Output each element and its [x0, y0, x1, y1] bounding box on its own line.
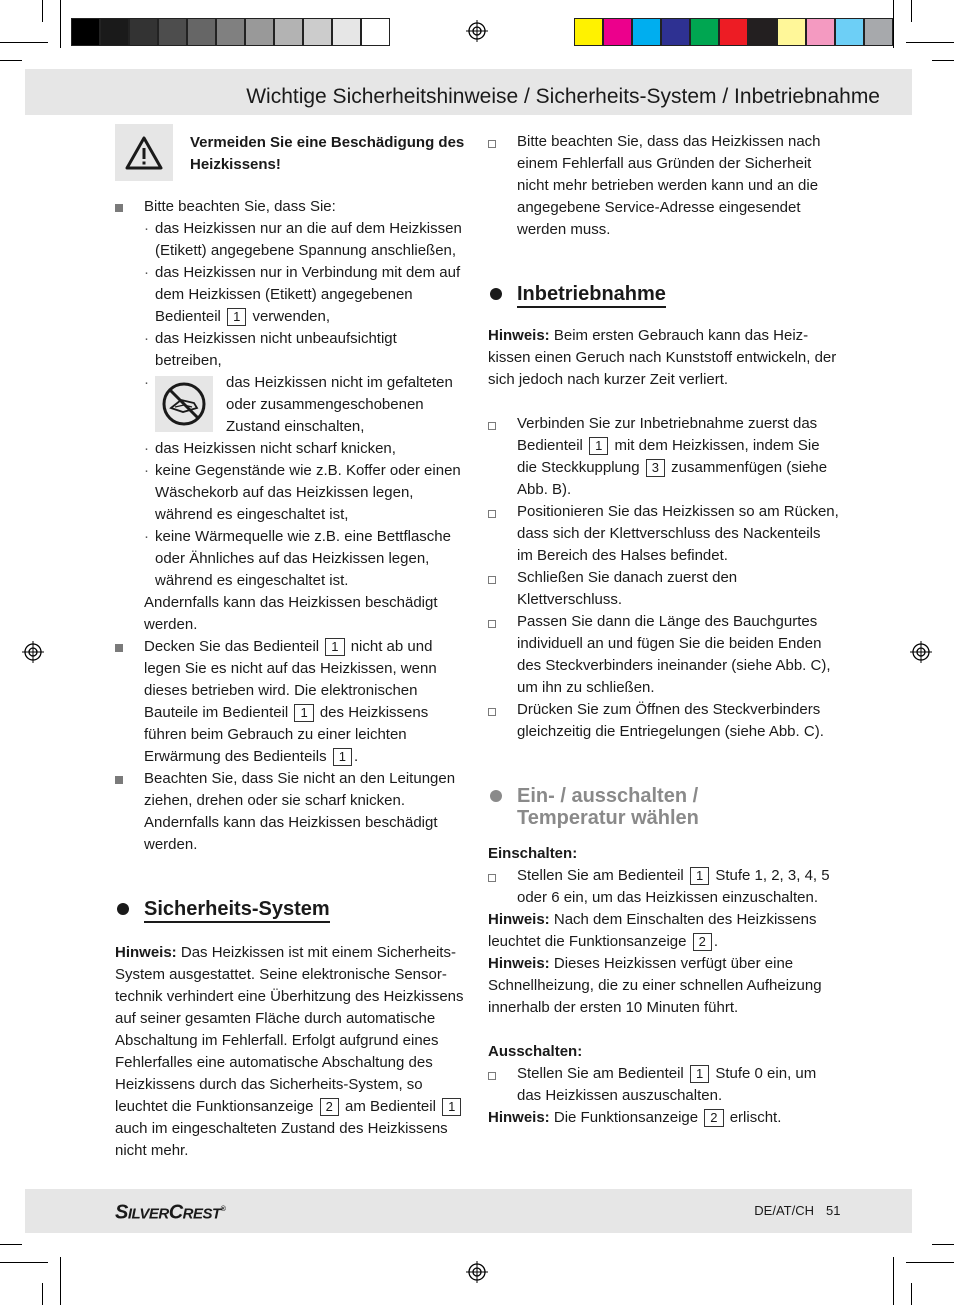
sub-item: · das Heizkissen nur an die auf dem Heizkissen (Etikett) angegebene Spannung anschließen,: [144, 220, 462, 259]
paragraph: Hinweis: Die Funktionsanzeige 2 erlischt.: [488, 1109, 782, 1126]
paragraph: Hinweis: Nach dem Einschalten des Heizkissens leuchtet die Funktionsanzeige 2 .: [488, 911, 817, 950]
list-item: [488, 567, 840, 611]
part-ref-1: 1: [227, 308, 246, 326]
subheading-einschalten: Einschalten:: [488, 845, 578, 862]
sub-item-text: verwenden,: [252, 308, 331, 325]
color-swatch: [748, 18, 777, 46]
bullet-marker: [115, 644, 123, 652]
part-ref-1: 1: [333, 748, 352, 766]
paragraph: Drücken Sie zum Öffnen des Steckverbinders gleichzeitig die Entriegelungen (siehe Abb. C).: [517, 701, 824, 740]
silvercrest-logo: SILVERCREST®: [115, 1201, 226, 1224]
part-ref-3: 3: [646, 459, 665, 477]
page-number: 51: [826, 1203, 841, 1218]
section-heading-onoff: Ein- / ausschalten / Temperatur wählen: [488, 785, 840, 829]
color-swatch: [361, 18, 390, 46]
crop-mark: [911, 0, 912, 22]
bullet-dot-icon: [490, 288, 502, 300]
part-ref-2: 2: [320, 1098, 339, 1116]
paragraph: Hinweis: Beim ersten Gebrauch kann das Heiz-kissen einen Geruch nach Kunststoff entwickeln, der sich jedoch nach kurzer Zeit verliert.: [488, 327, 837, 388]
paragraph: Beachten Sie, dass Sie nicht an den Leitungen ziehen, drehen oder sie scharf knicken. Andernfalls kann das Heizkissen beschädigt werden.: [144, 770, 456, 853]
paragraph: Hinweis: Dieses Heizkissen verfügt über eine Schnellheizung, die zu einer schnellen Aufheizung innerhalb der ersten 10 Minuten führt.: [488, 955, 822, 1016]
checkbox-marker: [488, 620, 496, 628]
bullet-list-item: [115, 768, 467, 856]
registration-mark-icon: [466, 1261, 488, 1283]
part-ref-2: 2: [693, 933, 712, 951]
color-swatch: [603, 18, 632, 46]
color-swatch: [71, 18, 100, 46]
part-ref-1: 1: [294, 704, 313, 722]
crop-mark: [42, 1283, 43, 1305]
crop-mark: [893, 0, 894, 48]
color-swatch: [216, 18, 245, 46]
crop-mark: [932, 1244, 954, 1245]
sub-item: · das Heizkissen nicht scharf knicken,: [144, 440, 396, 457]
right-column: [488, 131, 840, 1129]
grey-colorbar: [71, 18, 390, 46]
list-item: [488, 699, 840, 743]
list-item: [488, 611, 840, 699]
list-item: [488, 501, 840, 567]
color-swatch: [158, 18, 187, 46]
bullet-dot-icon: [117, 903, 129, 915]
color-swatch: [129, 18, 158, 46]
crop-mark: [42, 0, 43, 22]
left-column: [115, 120, 467, 1162]
sub-item-text: keine Gegenstände wie z.B. Koffer oder einen Wäschekorb auf das Heizkissen legen, während es eingeschaltet ist,: [155, 462, 461, 523]
part-ref-1: 1: [690, 867, 709, 885]
paragraph: Verbinden Sie zur Inbetriebnahme zuerst das Bedienteil 1 mit dem Heizkissen, indem Sie die Steckkupplung 3 zusammenfügen (siehe Abb. B).: [517, 415, 828, 498]
warning-triangle-icon: [115, 124, 173, 181]
bullet-marker: [115, 204, 123, 212]
crop-mark: [0, 60, 22, 61]
warning-text: Vermeiden Sie eine Beschädigung des Heizkissens!: [190, 134, 465, 173]
intro-text: Bitte beachten Sie, dass Sie:: [144, 198, 336, 215]
part-ref-1: 1: [589, 437, 608, 455]
sub-item-text: das Heizkissen nur an die auf dem Heizkissen (Etikett) angegebene Spannung anschließen,: [155, 220, 462, 259]
part-ref-2: 2: [704, 1109, 723, 1127]
crop-mark: [60, 1257, 61, 1305]
crop-mark: [0, 42, 48, 43]
region-label: DE/AT/CH: [754, 1203, 814, 1218]
section-heading-inbetriebnahme: Inbetriebnahme: [488, 283, 840, 305]
sub-item-text: das Heizkissen nicht im gefalteten oder zusammengeschobenen Zustand einschalten,: [226, 374, 453, 435]
color-swatch: [574, 18, 603, 46]
list-item: [488, 865, 840, 909]
color-swatch: [661, 18, 690, 46]
color-swatch: [835, 18, 864, 46]
warning-box: [115, 120, 467, 182]
paragraph: Decken Sie das Bedienteil 1 nicht ab und legen Sie es nicht auf das Heizkissen, wenn dieses betrieben wird. Die elektronischen Bauteile im Bedienteil 1 des Heizkissens führen beim Gebrauch zu einer leichten Erwärmung des Bedienteils 1 .: [144, 638, 437, 765]
sub-item: · das Heizkissen nicht unbeaufsichtigt betreiben,: [144, 330, 397, 369]
paragraph: Passen Sie dann die Länge des Bauchgurtes individuell an und fügen Sie die beiden Enden des Steckverbinders ineinander (siehe Abb. C), um ihn zu schließen.: [517, 613, 831, 696]
paragraph: Stellen Sie am Bedienteil 1 Stufe 0 ein, um das Heizkissen auszuschalten.: [517, 1065, 817, 1104]
checkbox-marker: [488, 510, 496, 518]
checkbox-marker: [488, 874, 496, 882]
color-swatch: [332, 18, 361, 46]
color-swatch: [806, 18, 835, 46]
color-swatch: [187, 18, 216, 46]
checkbox-marker: [488, 708, 496, 716]
bullet-dot-icon: [490, 790, 502, 802]
crop-mark: [60, 0, 61, 48]
color-swatch: [864, 18, 893, 46]
crop-mark: [932, 60, 954, 61]
list-item: [488, 1063, 840, 1107]
checkbox-marker: [488, 1072, 496, 1080]
crop-mark: [0, 1244, 22, 1245]
color-swatch: [274, 18, 303, 46]
color-swatch: [245, 18, 274, 46]
sub-item-text: das Heizkissen nicht unbeaufsichtigt betreiben,: [155, 330, 397, 369]
crop-mark: [906, 42, 954, 43]
bullet-list-item: [115, 196, 467, 636]
list-item: [488, 131, 840, 241]
paragraph: Andernfalls kann das Heizkissen beschädigt werden.: [144, 594, 438, 633]
part-ref-1: 1: [442, 1098, 461, 1116]
color-swatch: [719, 18, 748, 46]
part-ref-1: 1: [690, 1065, 709, 1083]
checkbox-marker: [488, 422, 496, 430]
sub-item: · keine Gegenstände wie z.B. Koffer oder einen Wäschekorb auf das Heizkissen legen, während es eingeschaltet ist,: [144, 462, 461, 523]
part-ref-1: 1: [325, 638, 344, 656]
checkbox-marker: [488, 576, 496, 584]
paragraph: Hinweis: Das Heizkissen ist mit einem Sicherheits-System ausgestattet. Seine elektronische Sensor-technik verhindert eine Überhitzung des Heizkissens auf seiner gesamten Fläche durch automatische Abschaltung im Fehlerfall. Erfolgt aufgrund eines Fehlerfalles eine automatische Abschaltung des Heizkissens durch das Sicherheits-System, so leuchtet die Funktionsanzeige 2 am Bedienteil 1 auch im eingeschalteten Zustand des Heizkissens nicht mehr.: [115, 944, 464, 1159]
sub-item: · keine Wärmequelle wie z.B. eine Bettflasche oder Ähnliches auf das Heizkissen legen, während es eingeschaltet ist.: [144, 528, 451, 589]
no-folding-icon: [155, 376, 213, 432]
page-title: Wichtige Sicherheitshinweise / Sicherheits-System / Inbetriebnahme: [246, 85, 880, 108]
paragraph: Schließen Sie danach zuerst den Klettverschluss.: [517, 569, 738, 608]
paragraph: Positionieren Sie das Heizkissen so am Rücken, dass sich der Klettverschluss des Nackenteils im Bereich des Halses befindet.: [517, 503, 839, 564]
checkbox-marker: [488, 140, 496, 148]
list-item: [488, 413, 840, 501]
crop-mark: [893, 1257, 894, 1305]
sub-item-text: das Heizkissen nicht scharf knicken,: [155, 440, 396, 457]
crop-mark: [906, 1262, 954, 1263]
color-swatch: [303, 18, 332, 46]
color-swatch: [632, 18, 661, 46]
crop-mark: [911, 1283, 912, 1305]
bullet-list-item: [115, 636, 467, 768]
color-colorbar: [574, 18, 893, 46]
sub-item-text: das Heizkissen nur in Verbindung mit dem auf dem Heizkissen (Etikett) angegebenen Bedienteil: [155, 264, 461, 325]
bullet-marker: [115, 776, 123, 784]
section-heading-safety: Sicherheits-System: [115, 898, 467, 920]
color-swatch: [777, 18, 806, 46]
subheading-ausschalten: Ausschalten:: [488, 1043, 583, 1060]
registration-mark-icon: [466, 20, 488, 42]
color-swatch: [690, 18, 719, 46]
crop-mark: [0, 1262, 48, 1263]
registration-mark-icon: [910, 641, 932, 663]
sub-item-text: keine Wärmequelle wie z.B. eine Bettflasche oder Ähnliches auf das Heizkissen legen, während es eingeschaltet ist.: [155, 528, 451, 589]
sub-item: · das Heizkissen nicht im gefalteten oder zusammengeschobenen Zustand einschalten,: [144, 372, 467, 438]
sub-item: · das Heizkissen nur in Verbindung mit dem auf dem Heizkissen (Etikett) angegebenen Bedienteil 1 verwenden,: [144, 264, 461, 325]
paragraph: Stellen Sie am Bedienteil 1 Stufe 1, 2, 3, 4, 5 oder 6 ein, um das Heizkissen einzuschalten.: [517, 867, 830, 906]
registration-mark-icon: [22, 641, 44, 663]
paragraph: Bitte beachten Sie, dass das Heizkissen nach einem Fehlerfall aus Gründen der Sicherheit nicht mehr betrieben werden kann und an die angegebene Service-Adresse eingesendet werden muss.: [517, 133, 821, 238]
color-swatch: [100, 18, 129, 46]
